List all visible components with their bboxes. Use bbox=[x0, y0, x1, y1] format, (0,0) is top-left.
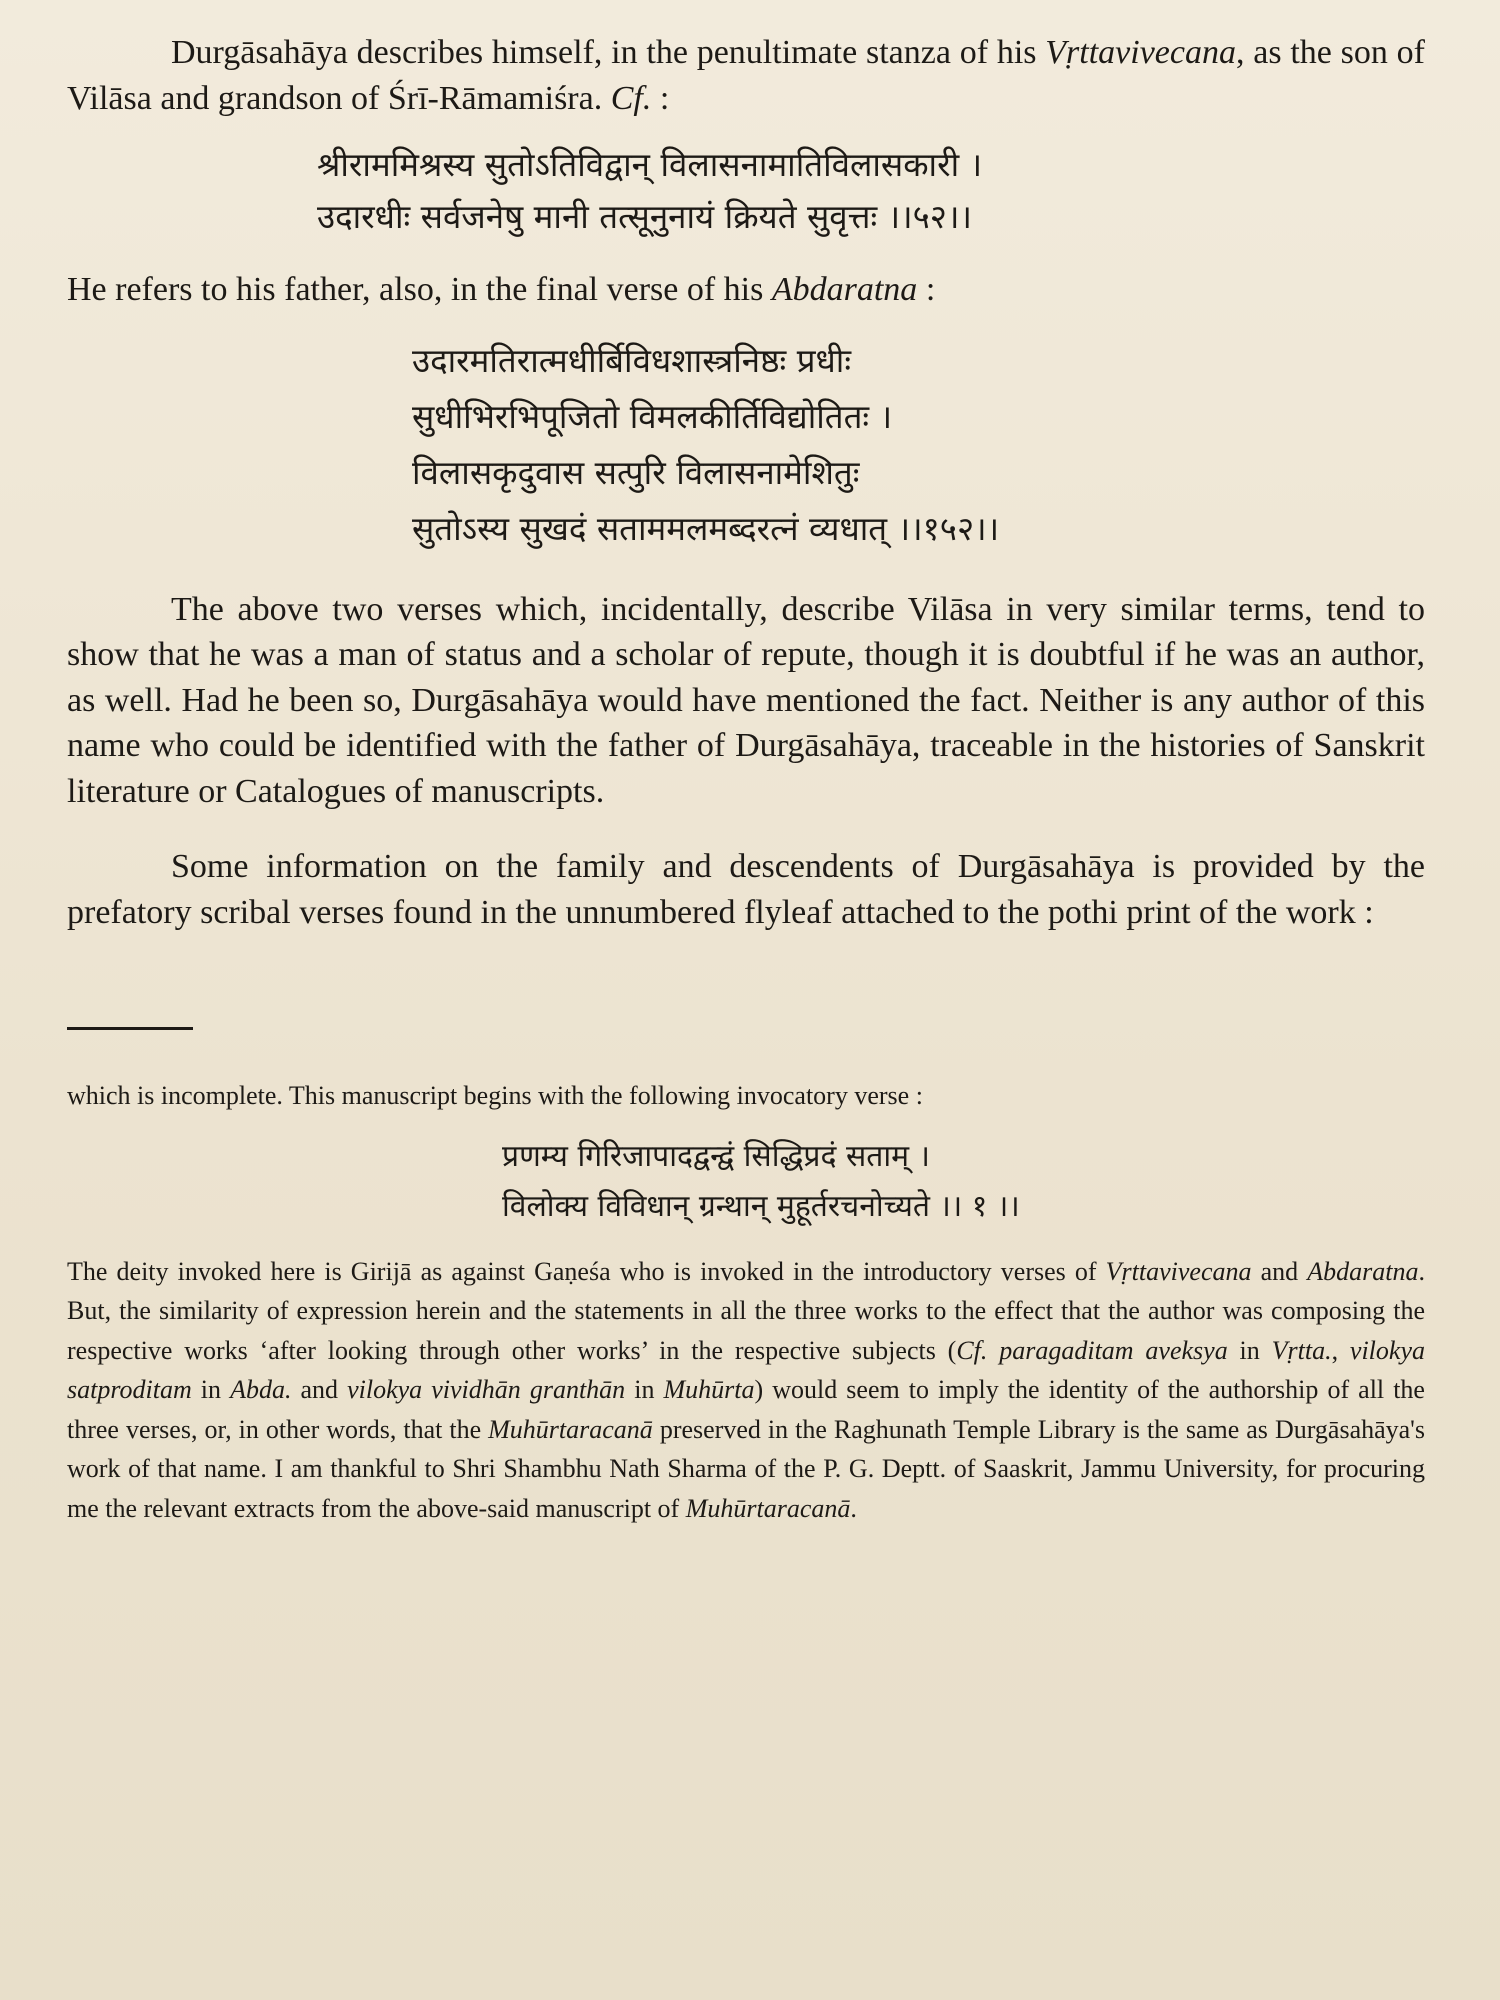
verse-line: श्रीराममिश्रस्य सुतोऽतिविद्वान् विलासनामातिविलासकारी । bbox=[317, 145, 983, 184]
text-run: in bbox=[191, 1375, 231, 1404]
verse-line: विलोक्य विविधान् ग्रन्थान् मुहूर्तरचनोच्यते ।। १ ।। bbox=[502, 1188, 1020, 1224]
cf-abbrev: Cf. bbox=[610, 79, 652, 117]
paragraph-intro bbox=[67, 30, 1425, 121]
text-run: : bbox=[651, 79, 670, 117]
text-run: , bbox=[1331, 1335, 1350, 1365]
text-run: ) would seem to imply the identity of the authorship of all the three verses, or, in other words, that the bbox=[67, 1375, 1425, 1444]
verse-line: विलासकृदुवास सत्पुरि विलासनामेशितुः bbox=[412, 452, 860, 492]
italic-run: Cf. paragaditam aveksya bbox=[956, 1335, 1228, 1365]
text-run: preserved in the Raghunath Temple Library is the same as Durgāsahāya's work of that name. I am thankful to Shri Shambhu Nath Sharma of the P. G. Deptt. of Saaskrit, Jammu University, for procuring me the relevant extracts from the above-said manuscript of bbox=[67, 1414, 1425, 1523]
text-run: Durgāsahāya describes himself, in the penultimate stanza of his bbox=[171, 34, 1046, 71]
italic-run: Muhūrtaracanā bbox=[488, 1414, 653, 1444]
sanskrit-verse-1 bbox=[317, 139, 1425, 243]
verse-line: सुतोऽस्य सुखदं सताममलमब्दरत्नं व्यधात् ।।१५२।। bbox=[412, 508, 1000, 548]
italic-run: vilokya vividhān granthān bbox=[347, 1375, 626, 1404]
verse-line: सुधीभिरभिपूजितो विमलकीर्तिविद्योतितः । bbox=[412, 396, 893, 436]
text-run: : bbox=[917, 271, 936, 308]
text-run: in bbox=[1227, 1335, 1272, 1365]
text-run: . bbox=[850, 1493, 857, 1523]
sanskrit-verse-2 bbox=[412, 333, 1425, 557]
text-run: The deity invoked here is Girijā as against Gaṇeśa who is invoked in the introductory verses of bbox=[67, 1256, 1106, 1286]
verse-line: उदारमतिरात्मधीर्बिविधशास्त्रनिष्ठः प्रधीः bbox=[412, 340, 851, 380]
footnote-paragraph bbox=[67, 1252, 1425, 1529]
text-run: and bbox=[1251, 1256, 1308, 1286]
title-vrttavivecana: Vṛttavivecana bbox=[1045, 34, 1236, 71]
verse-line: प्रणम्य गिरिजापादद्वन्द्वं सिद्धिप्रदं सताम् । bbox=[502, 1138, 930, 1174]
sanskrit-verse-footnote bbox=[502, 1132, 1425, 1232]
paragraph-family: Some information on the family and descendents of Durgāsahāya is provided by the prefatory scribal verses found in the unnumbered flyleaf attached to the pothi print of the work : bbox=[67, 848, 1425, 931]
text-run: He refers to his father, also, in the final verse of his bbox=[67, 271, 772, 308]
text-run: . But, the similarity of expression herein and the statements in all the three works to the effect that the author was composing the respective works ‘after looking through other works’ in the respective subjects ( bbox=[67, 1256, 1425, 1365]
italic-run: Vṛttavivecana bbox=[1105, 1256, 1252, 1286]
italic-run: Abdaratna bbox=[1307, 1256, 1419, 1286]
text-run: in bbox=[625, 1375, 664, 1404]
footnote-divider bbox=[67, 1027, 193, 1030]
italic-run: Vṛtta. bbox=[1271, 1335, 1332, 1365]
italic-run: Muhūrta bbox=[663, 1375, 755, 1404]
title-abdaratna: Abdaratna bbox=[771, 271, 918, 308]
footnote-intro: which is incomplete. This manuscript begins with the following invocatory verse : bbox=[67, 1081, 923, 1110]
verse-line: उदारधीः सर्वजनेषु मानी तत्सूनुनायं क्रियते सुवृत्तः ।।५२।। bbox=[317, 197, 972, 236]
text-run: , as the son of Vilāsa and grandson of Śrī-Rāmamiśra. bbox=[67, 34, 1426, 117]
italic-run: vilokya satproditam bbox=[67, 1335, 1425, 1404]
italic-run: Abda. bbox=[230, 1375, 292, 1404]
paragraph-analysis: The above two verses which, incidentally, describe Vilāsa in very similar terms, tend to show that he was a man of status and a scholar of repute, though it is doubtful if he was an author, as well. Had he been so, Durgāsahāya would have mentioned the fact. Neither is any author of this name who could be identified with the father of Durgāsahāya, traceable in the histories of Sanskrit literature or Catalogues of manuscripts. bbox=[67, 590, 1425, 810]
paragraph-father bbox=[67, 267, 1425, 313]
text-run: and bbox=[291, 1375, 348, 1404]
italic-run: Muhūrtaracanā bbox=[685, 1493, 851, 1523]
